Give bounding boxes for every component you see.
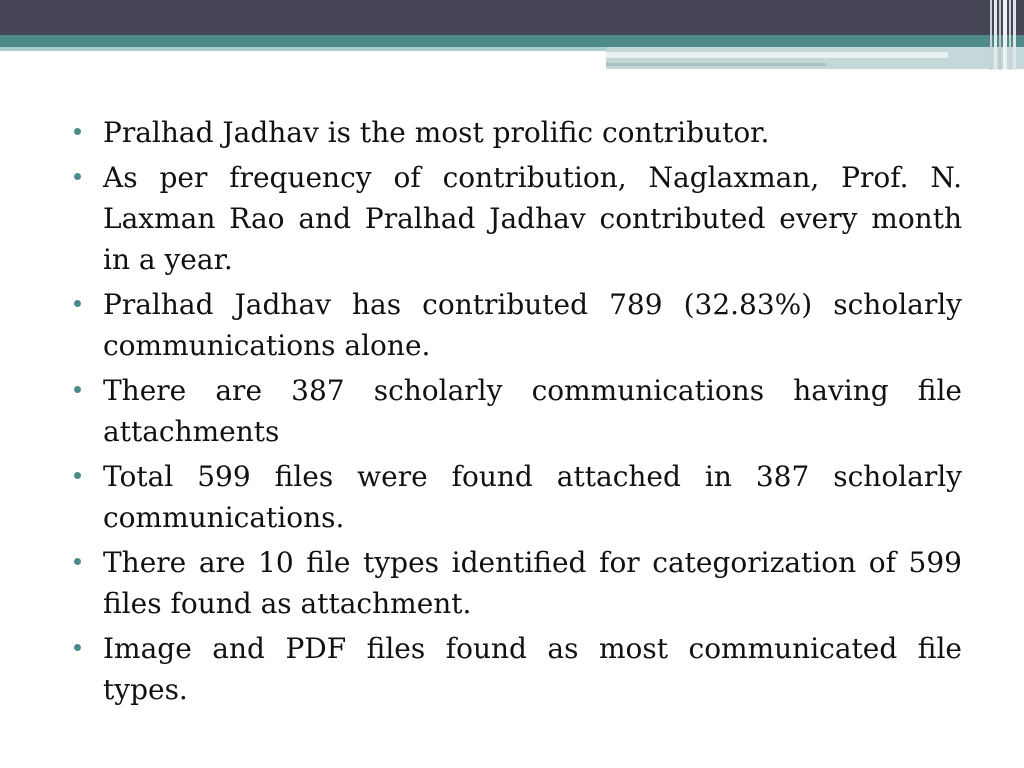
header-accent-band: [0, 35, 1024, 47]
header-bar: [0, 0, 1024, 35]
bullet-text: As per frequency of contribution, Naglaxman, Prof. N. Laxman Rao and Pralhad Jadhav contributed every month in a year.: [103, 161, 962, 276]
bullet-text: Pralhad Jadhav is the most prolific contributor.: [103, 116, 770, 149]
bullet-item: [72, 284, 962, 366]
bullet-text: Pralhad Jadhav has contributed 789 (32.83%) scholarly communications alone.: [103, 288, 962, 362]
bullet-text: Total 599 files were found attached in 387 scholarly communications.: [103, 460, 962, 534]
bullet-icon: [74, 386, 81, 393]
bullet-icon: [74, 644, 81, 651]
bullet-item: [72, 370, 962, 452]
bullet-icon: [74, 128, 81, 135]
header-accent-line: [0, 47, 606, 51]
header-accent-inner: [606, 52, 948, 58]
bullet-item: [72, 157, 962, 280]
bullet-text: Image and PDF files found as most communicated file types.: [103, 632, 962, 706]
header-stripes: [990, 0, 1024, 70]
bullet-item: [72, 456, 962, 538]
bullet-icon: [74, 300, 81, 307]
bullet-text: There are 387 scholarly communications having file attachments: [103, 374, 962, 448]
bullet-icon: [74, 173, 81, 180]
bullet-icon: [74, 558, 81, 565]
bullet-item: [72, 112, 962, 153]
bullet-list: [72, 112, 962, 714]
bullet-icon: [74, 472, 81, 479]
bullet-text: There are 10 file types identified for categorization of 599 files found as attachment.: [103, 546, 962, 620]
bullet-item: [72, 628, 962, 710]
header-accent-rule: [606, 63, 826, 66]
bullet-item: [72, 542, 962, 624]
